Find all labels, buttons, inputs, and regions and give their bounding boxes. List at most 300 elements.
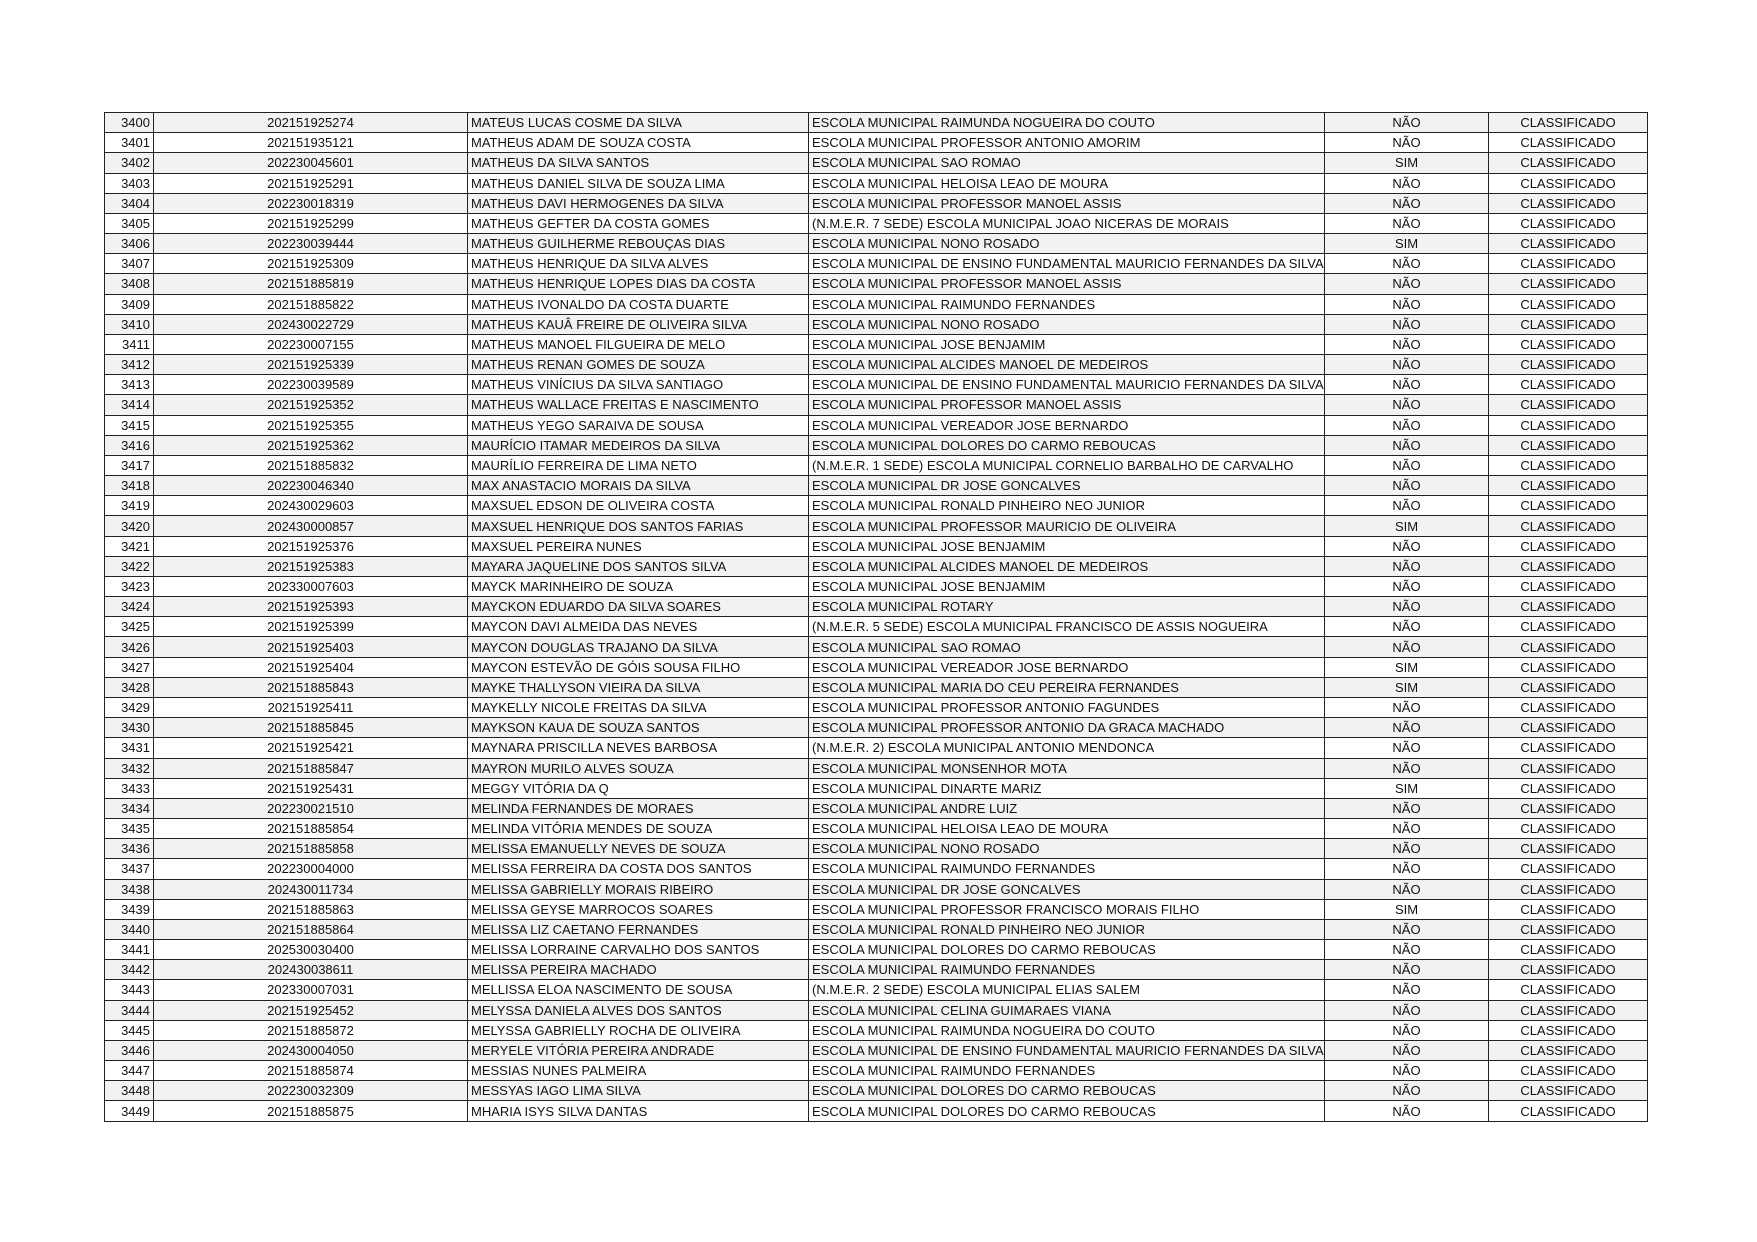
status-value: CLASSIFICADO [1489, 677, 1648, 697]
student-name: MAX ANASTACIO MORAIS DA SILVA [468, 476, 809, 496]
flag-value: NÃO [1325, 133, 1489, 153]
status-value: CLASSIFICADO [1489, 576, 1648, 596]
row-number: 3448 [105, 1081, 154, 1101]
school-name: ESCOLA MUNICIPAL DOLORES DO CARMO REBOUCAS [809, 435, 1325, 455]
status-value: CLASSIFICADO [1489, 617, 1648, 637]
student-name: MAYNARA PRISCILLA NEVES BARBOSA [468, 738, 809, 758]
table-row [105, 758, 1648, 778]
student-name: MATHEUS MANOEL FILGUEIRA DE MELO [468, 334, 809, 354]
table-row [105, 153, 1648, 173]
flag-value: NÃO [1325, 395, 1489, 415]
status-value: CLASSIFICADO [1489, 355, 1648, 375]
registration-number: 202151885875 [154, 1101, 468, 1121]
student-name: MATHEUS YEGO SARAIVA DE SOUSA [468, 415, 809, 435]
flag-value: NÃO [1325, 1020, 1489, 1040]
table-row [105, 213, 1648, 233]
table-row [105, 294, 1648, 314]
status-value: CLASSIFICADO [1489, 455, 1648, 475]
row-number: 3414 [105, 395, 154, 415]
student-name: MATHEUS DANIEL SILVA DE SOUZA LIMA [468, 173, 809, 193]
registration-number: 202230046340 [154, 476, 468, 496]
school-name: ESCOLA MUNICIPAL ROTARY [809, 597, 1325, 617]
school-name: ESCOLA MUNICIPAL RONALD PINHEIRO NEO JUNIOR [809, 919, 1325, 939]
student-name: MESSYAS IAGO LIMA SILVA [468, 1081, 809, 1101]
student-name: MAYCON DOUGLAS TRAJANO DA SILVA [468, 637, 809, 657]
status-value: CLASSIFICADO [1489, 1081, 1648, 1101]
registration-number: 202151925431 [154, 778, 468, 798]
row-number: 3401 [105, 133, 154, 153]
row-number: 3449 [105, 1101, 154, 1121]
table-row [105, 637, 1648, 657]
student-name: MELISSA GEYSE MARROCOS SOARES [468, 899, 809, 919]
student-name: MELISSA EMANUELLY NEVES DE SOUZA [468, 839, 809, 859]
table-row [105, 1081, 1648, 1101]
registration-number: 202430000857 [154, 516, 468, 536]
flag-value: SIM [1325, 778, 1489, 798]
row-number: 3409 [105, 294, 154, 314]
registration-number: 202151885843 [154, 677, 468, 697]
registration-number: 202230021510 [154, 798, 468, 818]
flag-value: NÃO [1325, 1101, 1489, 1121]
status-value: CLASSIFICADO [1489, 516, 1648, 536]
row-number: 3418 [105, 476, 154, 496]
table-row [105, 980, 1648, 1000]
registration-number: 202151925411 [154, 697, 468, 717]
school-name: (N.M.E.R. 7 SEDE) ESCOLA MUNICIPAL JOAO NICERAS DE MORAIS [809, 213, 1325, 233]
row-number: 3443 [105, 980, 154, 1000]
row-number: 3410 [105, 314, 154, 334]
registration-number: 202151925421 [154, 738, 468, 758]
row-number: 3421 [105, 536, 154, 556]
row-number: 3407 [105, 254, 154, 274]
school-name: ESCOLA MUNICIPAL PROFESSOR MANOEL ASSIS [809, 395, 1325, 415]
registration-number: 202430022729 [154, 314, 468, 334]
student-name: MAURÍCIO ITAMAR MEDEIROS DA SILVA [468, 435, 809, 455]
school-name: ESCOLA MUNICIPAL HELOISA LEAO DE MOURA [809, 819, 1325, 839]
student-name: MATEUS LUCAS COSME DA SILVA [468, 113, 809, 133]
student-name: MERYELE VITÓRIA PEREIRA ANDRADE [468, 1040, 809, 1060]
table-row [105, 576, 1648, 596]
student-name: MATHEUS GEFTER DA COSTA GOMES [468, 213, 809, 233]
flag-value: NÃO [1325, 718, 1489, 738]
status-value: CLASSIFICADO [1489, 1020, 1648, 1040]
school-name: ESCOLA MUNICIPAL MONSENHOR MOTA [809, 758, 1325, 778]
table-row [105, 375, 1648, 395]
table-row [105, 556, 1648, 576]
status-value: CLASSIFICADO [1489, 980, 1648, 1000]
school-name: ESCOLA MUNICIPAL RAIMUNDO FERNANDES [809, 960, 1325, 980]
row-number: 3424 [105, 597, 154, 617]
registration-number: 202151925383 [154, 556, 468, 576]
table-row [105, 859, 1648, 879]
table-row [105, 738, 1648, 758]
table-row [105, 476, 1648, 496]
table-row [105, 1061, 1648, 1081]
student-name: MATHEUS IVONALDO DA COSTA DUARTE [468, 294, 809, 314]
student-name: MEGGY VITÓRIA DA Q [468, 778, 809, 798]
status-value: CLASSIFICADO [1489, 536, 1648, 556]
row-number: 3433 [105, 778, 154, 798]
table-row [105, 919, 1648, 939]
school-name: ESCOLA MUNICIPAL PROFESSOR MANOEL ASSIS [809, 193, 1325, 213]
flag-value: NÃO [1325, 879, 1489, 899]
row-number: 3411 [105, 334, 154, 354]
row-number: 3406 [105, 234, 154, 254]
school-name: (N.M.E.R. 2 SEDE) ESCOLA MUNICIPAL ELIAS SALEM [809, 980, 1325, 1000]
registration-number: 202151925274 [154, 113, 468, 133]
status-value: CLASSIFICADO [1489, 839, 1648, 859]
student-name: MELYSSA DANIELA ALVES DOS SANTOS [468, 1000, 809, 1020]
row-number: 3415 [105, 415, 154, 435]
school-name: ESCOLA MUNICIPAL PROFESSOR ANTONIO AMORIM [809, 133, 1325, 153]
registration-number: 202530030400 [154, 940, 468, 960]
row-number: 3438 [105, 879, 154, 899]
student-name: MELISSA FERREIRA DA COSTA DOS SANTOS [468, 859, 809, 879]
table-row [105, 617, 1648, 637]
status-value: CLASSIFICADO [1489, 254, 1648, 274]
row-number: 3432 [105, 758, 154, 778]
student-name: MATHEUS KAUÂ FREIRE DE OLIVEIRA SILVA [468, 314, 809, 334]
registration-number: 202151885864 [154, 919, 468, 939]
status-value: CLASSIFICADO [1489, 1061, 1648, 1081]
table-row [105, 496, 1648, 516]
registration-number: 202330007603 [154, 576, 468, 596]
registration-number: 202430038611 [154, 960, 468, 980]
school-name: ESCOLA MUNICIPAL JOSE BENJAMIM [809, 536, 1325, 556]
table-row [105, 1101, 1648, 1121]
registration-number: 202151885863 [154, 899, 468, 919]
row-number: 3447 [105, 1061, 154, 1081]
table-row [105, 899, 1648, 919]
school-name: ESCOLA MUNICIPAL NONO ROSADO [809, 234, 1325, 254]
student-name: MELISSA LORRAINE CARVALHO DOS SANTOS [468, 940, 809, 960]
student-name: MELLISSA ELOA NASCIMENTO DE SOUSA [468, 980, 809, 1000]
table-row [105, 314, 1648, 334]
table-row [105, 677, 1648, 697]
school-name: ESCOLA MUNICIPAL SAO ROMAO [809, 153, 1325, 173]
school-name: ESCOLA MUNICIPAL PROFESSOR FRANCISCO MORAIS FILHO [809, 899, 1325, 919]
status-value: CLASSIFICADO [1489, 859, 1648, 879]
status-value: CLASSIFICADO [1489, 1101, 1648, 1121]
registration-number: 202151885822 [154, 294, 468, 314]
registration-number: 202230032309 [154, 1081, 468, 1101]
student-name: MAYKELLY NICOLE FREITAS DA SILVA [468, 697, 809, 717]
status-value: CLASSIFICADO [1489, 556, 1648, 576]
status-value: CLASSIFICADO [1489, 395, 1648, 415]
status-value: CLASSIFICADO [1489, 738, 1648, 758]
flag-value: NÃO [1325, 113, 1489, 133]
school-name: ESCOLA MUNICIPAL DR JOSE GONCALVES [809, 879, 1325, 899]
registration-number: 202151885858 [154, 839, 468, 859]
table-row [105, 274, 1648, 294]
school-name: ESCOLA MUNICIPAL JOSE BENJAMIM [809, 334, 1325, 354]
school-name: ESCOLA MUNICIPAL HELOISA LEAO DE MOURA [809, 173, 1325, 193]
registration-number: 202230004000 [154, 859, 468, 879]
school-name: ESCOLA MUNICIPAL RAIMUNDO FERNANDES [809, 294, 1325, 314]
student-name: MELISSA GABRIELLY MORAIS RIBEIRO [468, 879, 809, 899]
flag-value: NÃO [1325, 274, 1489, 294]
row-number: 3439 [105, 899, 154, 919]
registration-number: 202330007031 [154, 980, 468, 1000]
flag-value: NÃO [1325, 435, 1489, 455]
status-value: CLASSIFICADO [1489, 113, 1648, 133]
table-row [105, 334, 1648, 354]
registration-number: 202151885819 [154, 274, 468, 294]
registration-number: 202151935121 [154, 133, 468, 153]
table-row [105, 435, 1648, 455]
row-number: 3416 [105, 435, 154, 455]
registration-number: 202151925309 [154, 254, 468, 274]
table-row [105, 133, 1648, 153]
row-number: 3445 [105, 1020, 154, 1040]
row-number: 3444 [105, 1000, 154, 1020]
school-name: ESCOLA MUNICIPAL JOSE BENJAMIM [809, 576, 1325, 596]
row-number: 3417 [105, 455, 154, 475]
registration-number: 202151925404 [154, 657, 468, 677]
student-name: MHARIA ISYS SILVA DANTAS [468, 1101, 809, 1121]
school-name: ESCOLA MUNICIPAL DOLORES DO CARMO REBOUCAS [809, 1101, 1325, 1121]
table-row [105, 173, 1648, 193]
student-name: MATHEUS HENRIQUE LOPES DIAS DA COSTA [468, 274, 809, 294]
status-value: CLASSIFICADO [1489, 234, 1648, 254]
student-name: MELINDA VITÓRIA MENDES DE SOUZA [468, 819, 809, 839]
registration-number: 202151885845 [154, 718, 468, 738]
table-row [105, 718, 1648, 738]
status-value: CLASSIFICADO [1489, 274, 1648, 294]
status-value: CLASSIFICADO [1489, 435, 1648, 455]
table-row [105, 355, 1648, 375]
school-name: ESCOLA MUNICIPAL RAIMUNDA NOGUEIRA DO COUTO [809, 113, 1325, 133]
student-name: MAYCK MARINHEIRO DE SOUZA [468, 576, 809, 596]
flag-value: SIM [1325, 657, 1489, 677]
school-name: ESCOLA MUNICIPAL DE ENSINO FUNDAMENTAL MAURICIO FERNANDES DA SILVA [809, 1040, 1325, 1060]
student-name: MAYKE THALLYSON VIEIRA DA SILVA [468, 677, 809, 697]
row-number: 3427 [105, 657, 154, 677]
flag-value: NÃO [1325, 355, 1489, 375]
registration-number: 202151925355 [154, 415, 468, 435]
flag-value: NÃO [1325, 334, 1489, 354]
flag-value: NÃO [1325, 919, 1489, 939]
status-value: CLASSIFICADO [1489, 334, 1648, 354]
registration-number: 202151925399 [154, 617, 468, 637]
table-row [105, 1020, 1648, 1040]
row-number: 3408 [105, 274, 154, 294]
school-name: ESCOLA MUNICIPAL NONO ROSADO [809, 839, 1325, 859]
status-value: CLASSIFICADO [1489, 173, 1648, 193]
school-name: ESCOLA MUNICIPAL DE ENSINO FUNDAMENTAL MAURICIO FERNANDES DA SILVA [809, 375, 1325, 395]
student-name: MESSIAS NUNES PALMEIRA [468, 1061, 809, 1081]
status-value: CLASSIFICADO [1489, 1000, 1648, 1020]
table-row [105, 697, 1648, 717]
status-value: CLASSIFICADO [1489, 375, 1648, 395]
flag-value: NÃO [1325, 758, 1489, 778]
flag-value: NÃO [1325, 697, 1489, 717]
registration-number: 202151925362 [154, 435, 468, 455]
status-value: CLASSIFICADO [1489, 819, 1648, 839]
flag-value: NÃO [1325, 617, 1489, 637]
school-name: ESCOLA MUNICIPAL DR JOSE GONCALVES [809, 476, 1325, 496]
registration-number: 202151925452 [154, 1000, 468, 1020]
table-row [105, 597, 1648, 617]
school-name: ESCOLA MUNICIPAL VEREADOR JOSE BERNARDO [809, 657, 1325, 677]
row-number: 3413 [105, 375, 154, 395]
registration-number: 202151925291 [154, 173, 468, 193]
row-number: 3429 [105, 697, 154, 717]
status-value: CLASSIFICADO [1489, 940, 1648, 960]
status-value: CLASSIFICADO [1489, 314, 1648, 334]
student-name: MATHEUS VINÍCIUS DA SILVA SANTIAGO [468, 375, 809, 395]
row-number: 3440 [105, 919, 154, 939]
school-name: ESCOLA MUNICIPAL DE ENSINO FUNDAMENTAL MAURICIO FERNANDES DA SILVA [809, 254, 1325, 274]
flag-value: NÃO [1325, 556, 1489, 576]
student-name: MATHEUS ADAM DE SOUZA COSTA [468, 133, 809, 153]
flag-value: NÃO [1325, 1081, 1489, 1101]
registration-number: 202151925376 [154, 536, 468, 556]
flag-value: NÃO [1325, 1000, 1489, 1020]
student-name: MATHEUS WALLACE FREITAS E NASCIMENTO [468, 395, 809, 415]
school-name: ESCOLA MUNICIPAL PROFESSOR MANOEL ASSIS [809, 274, 1325, 294]
status-value: CLASSIFICADO [1489, 718, 1648, 738]
school-name: ESCOLA MUNICIPAL RONALD PINHEIRO NEO JUNIOR [809, 496, 1325, 516]
status-value: CLASSIFICADO [1489, 476, 1648, 496]
school-name: ESCOLA MUNICIPAL VEREADOR JOSE BERNARDO [809, 415, 1325, 435]
flag-value: SIM [1325, 677, 1489, 697]
row-number: 3404 [105, 193, 154, 213]
row-number: 3426 [105, 637, 154, 657]
row-number: 3405 [105, 213, 154, 233]
flag-value: NÃO [1325, 213, 1489, 233]
school-name: ESCOLA MUNICIPAL RAIMUNDO FERNANDES [809, 859, 1325, 879]
status-value: CLASSIFICADO [1489, 597, 1648, 617]
registration-number: 202430029603 [154, 496, 468, 516]
table-row [105, 254, 1648, 274]
status-value: CLASSIFICADO [1489, 153, 1648, 173]
flag-value: NÃO [1325, 637, 1489, 657]
school-name: ESCOLA MUNICIPAL ALCIDES MANOEL DE MEDEIROS [809, 355, 1325, 375]
school-name: ESCOLA MUNICIPAL RAIMUNDO FERNANDES [809, 1061, 1325, 1081]
registration-number: 202230039444 [154, 234, 468, 254]
status-value: CLASSIFICADO [1489, 778, 1648, 798]
row-number: 3420 [105, 516, 154, 536]
table-row [105, 193, 1648, 213]
student-name: MAYCKON EDUARDO DA SILVA SOARES [468, 597, 809, 617]
school-name: (N.M.E.R. 1 SEDE) ESCOLA MUNICIPAL CORNELIO BARBALHO DE CARVALHO [809, 455, 1325, 475]
registration-number: 202151885872 [154, 1020, 468, 1040]
student-name: MAYRON MURILO ALVES SOUZA [468, 758, 809, 778]
flag-value: NÃO [1325, 940, 1489, 960]
school-name: ESCOLA MUNICIPAL DOLORES DO CARMO REBOUCAS [809, 940, 1325, 960]
table-row [105, 819, 1648, 839]
results-table-body [105, 113, 1648, 1122]
row-number: 3423 [105, 576, 154, 596]
student-name: MAYCON ESTEVÃO DE GÓIS SOUSA FILHO [468, 657, 809, 677]
row-number: 3446 [105, 1040, 154, 1060]
status-value: CLASSIFICADO [1489, 657, 1648, 677]
student-name: MATHEUS GUILHERME REBOUÇAS DIAS [468, 234, 809, 254]
school-name: (N.M.E.R. 2) ESCOLA MUNICIPAL ANTONIO MENDONCA [809, 738, 1325, 758]
school-name: ESCOLA MUNICIPAL DINARTE MARIZ [809, 778, 1325, 798]
status-value: CLASSIFICADO [1489, 899, 1648, 919]
table-row [105, 415, 1648, 435]
results-table [104, 112, 1648, 1122]
student-name: MAYARA JAQUELINE DOS SANTOS SILVA [468, 556, 809, 576]
flag-value: NÃO [1325, 1061, 1489, 1081]
school-name: ESCOLA MUNICIPAL NONO ROSADO [809, 314, 1325, 334]
status-value: CLASSIFICADO [1489, 213, 1648, 233]
registration-number: 202151925393 [154, 597, 468, 617]
table-row [105, 879, 1648, 899]
student-name: MELISSA LIZ CAETANO FERNANDES [468, 919, 809, 939]
student-name: MAYKSON KAUA DE SOUZA SANTOS [468, 718, 809, 738]
registration-number: 202230018319 [154, 193, 468, 213]
table-row [105, 1040, 1648, 1060]
flag-value: NÃO [1325, 536, 1489, 556]
student-name: MELINDA FERNANDES DE MORAES [468, 798, 809, 818]
flag-value: NÃO [1325, 597, 1489, 617]
student-name: MAXSUEL EDSON DE OLIVEIRA COSTA [468, 496, 809, 516]
table-row [105, 455, 1648, 475]
school-name: ESCOLA MUNICIPAL CELINA GUIMARAES VIANA [809, 1000, 1325, 1020]
table-row [105, 657, 1648, 677]
table-row [105, 839, 1648, 859]
status-value: CLASSIFICADO [1489, 193, 1648, 213]
student-name: MAXSUEL HENRIQUE DOS SANTOS FARIAS [468, 516, 809, 536]
flag-value: NÃO [1325, 415, 1489, 435]
student-name: MATHEUS HENRIQUE DA SILVA ALVES [468, 254, 809, 274]
flag-value: NÃO [1325, 294, 1489, 314]
table-row [105, 1000, 1648, 1020]
flag-value: NÃO [1325, 798, 1489, 818]
flag-value: NÃO [1325, 819, 1489, 839]
status-value: CLASSIFICADO [1489, 637, 1648, 657]
status-value: CLASSIFICADO [1489, 879, 1648, 899]
registration-number: 202151925403 [154, 637, 468, 657]
status-value: CLASSIFICADO [1489, 415, 1648, 435]
registration-number: 202230007155 [154, 334, 468, 354]
row-number: 3441 [105, 940, 154, 960]
student-name: MATHEUS DA SILVA SANTOS [468, 153, 809, 173]
flag-value: NÃO [1325, 839, 1489, 859]
flag-value: NÃO [1325, 960, 1489, 980]
table-row [105, 778, 1648, 798]
row-number: 3422 [105, 556, 154, 576]
student-name: MATHEUS DAVI HERMOGENES DA SILVA [468, 193, 809, 213]
row-number: 3400 [105, 113, 154, 133]
school-name: ESCOLA MUNICIPAL RAIMUNDA NOGUEIRA DO COUTO [809, 1020, 1325, 1040]
status-value: CLASSIFICADO [1489, 294, 1648, 314]
school-name: ESCOLA MUNICIPAL ANDRE LUIZ [809, 798, 1325, 818]
status-value: CLASSIFICADO [1489, 133, 1648, 153]
table-row [105, 234, 1648, 254]
student-name: MAYCON DAVI ALMEIDA DAS NEVES [468, 617, 809, 637]
table-row [105, 798, 1648, 818]
flag-value: NÃO [1325, 576, 1489, 596]
school-name: ESCOLA MUNICIPAL SAO ROMAO [809, 637, 1325, 657]
flag-value: SIM [1325, 899, 1489, 919]
school-name: ESCOLA MUNICIPAL PROFESSOR ANTONIO DA GRACA MACHADO [809, 718, 1325, 738]
registration-number: 202151925352 [154, 395, 468, 415]
row-number: 3419 [105, 496, 154, 516]
registration-number: 202430004050 [154, 1040, 468, 1060]
registration-number: 202151885874 [154, 1061, 468, 1081]
registration-number: 202151885847 [154, 758, 468, 778]
row-number: 3434 [105, 798, 154, 818]
row-number: 3436 [105, 839, 154, 859]
table-row [105, 516, 1648, 536]
status-value: CLASSIFICADO [1489, 960, 1648, 980]
row-number: 3435 [105, 819, 154, 839]
registration-number: 202151885854 [154, 819, 468, 839]
